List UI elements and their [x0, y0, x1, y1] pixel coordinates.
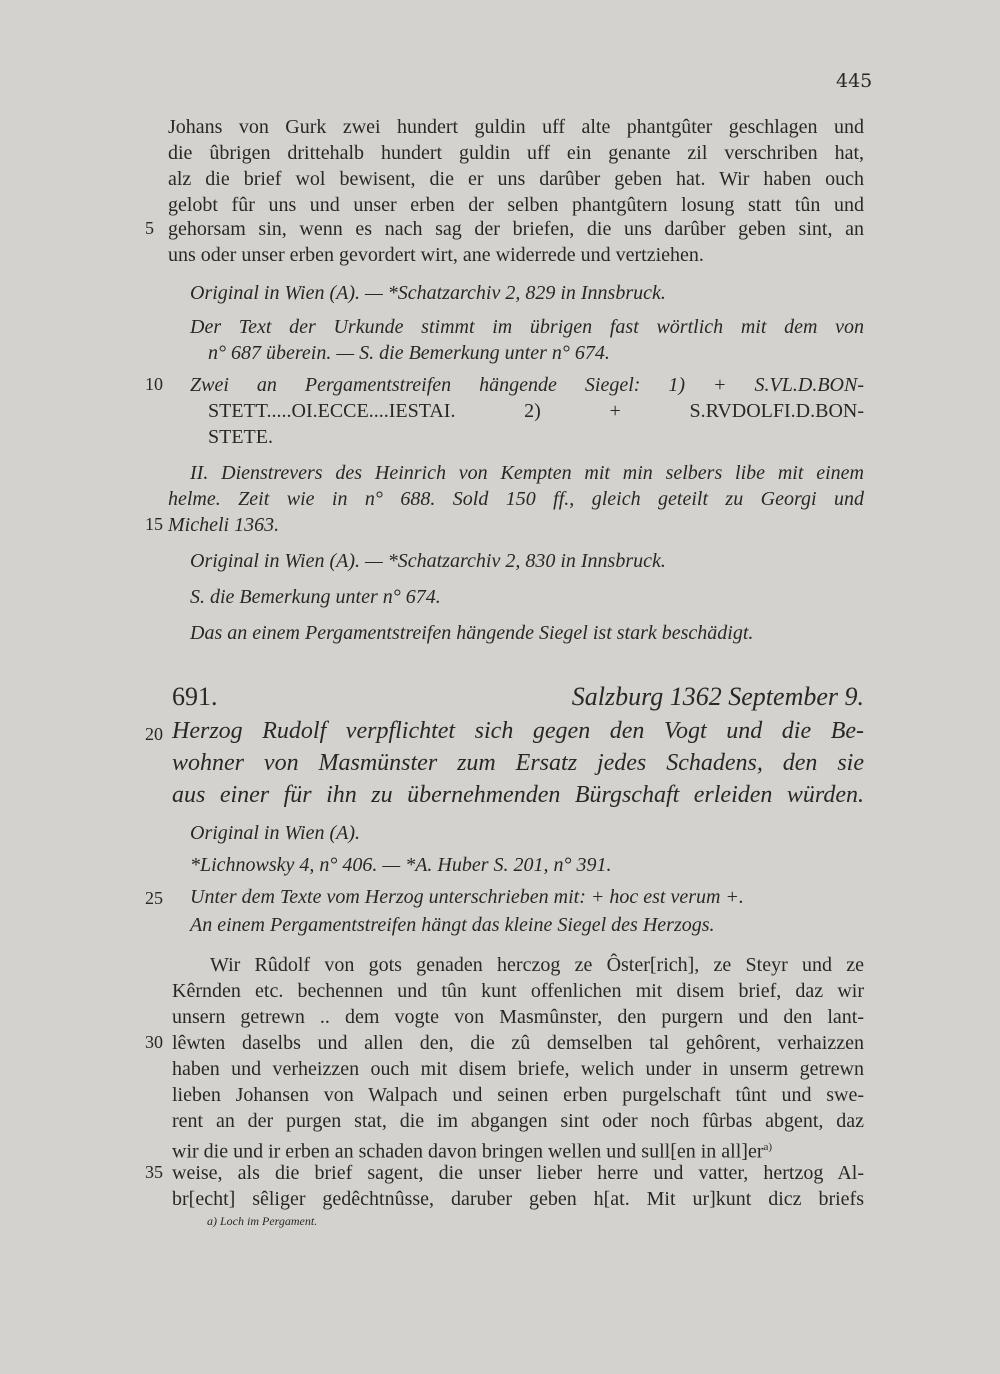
note-line: STETE.	[208, 426, 273, 448]
page-number: 445	[836, 70, 873, 92]
body-line: Kêrnden etc. bechennen und tûn kunt offenlichen mit disem brief, daz wir	[172, 980, 864, 1002]
note-line: STETT.....OI.ECCE....IESTAI. 2) + S.RVDOLFI.D.BON-	[208, 400, 864, 422]
text-line: gehorsam sin, wenn es nach sag der briefen, die uns darûber geben sint, an	[168, 218, 864, 240]
note-original: Original in Wien (A).	[190, 822, 360, 844]
line-number: 35	[145, 1162, 163, 1182]
footnote: a) Loch im Pergament.	[207, 1214, 318, 1228]
text-line: die ûbrigen drittehalb hundert guldin uff ein genante zil verschriben hat,	[168, 142, 864, 164]
line-number: 30	[145, 1032, 163, 1052]
note-line: n° 687 überein. — S. die Bemerkung unter n° 674.	[208, 342, 610, 364]
summary-line: Herzog Rudolf verpflichtet sich gegen den Vogt und die Be-	[172, 718, 864, 744]
text-line: helme. Zeit wie in n° 688. Sold 150 ff., gleich geteilt zu Georgi und	[168, 488, 864, 510]
body-line: lieben Johansen von Walpach und seinen erben purgelschaft tûnt und swe-	[172, 1084, 864, 1106]
body-line: br[echt] sêliger gedêchtnûsse, daruber geben h[at. Mit ur]kunt dicz briefs	[172, 1188, 864, 1210]
line-number: 10	[145, 374, 163, 394]
note-line: Unter dem Texte vom Herzog unterschrieben mit: + hoc est verum +.	[190, 886, 744, 908]
note-line: *Lichnowsky 4, n° 406. — *A. Huber S. 201, n° 391.	[190, 854, 612, 876]
text-line: II. Dienstrevers des Heinrich von Kempten mit min selbers libe mit einem	[190, 462, 864, 484]
document-date: Salzburg 1362 September 9.	[571, 682, 864, 711]
body-line-text: wir die und ir erben an schaden davon bringen wellen und sull[en in all]er	[172, 1140, 764, 1163]
summary-line: wohner von Masmünster zum Ersatz jedes Schadens, den sie	[172, 750, 864, 776]
note-ref: S. die Bemerkung unter n° 674.	[190, 586, 441, 608]
body-line: weise, als die brief sagent, die unser lieber herre und vatter, hertzog Al-	[172, 1162, 864, 1184]
text-line: uns oder unser erben gevordert wirt, ane widerrede und vertziehen.	[168, 244, 704, 266]
line-number: 5	[145, 218, 154, 238]
text-line: gelobt fûr uns und unser erben der selben phantgûtern losung statt tûn und	[168, 194, 864, 216]
footnote-marker: a)	[763, 1141, 773, 1153]
note-original: Original in Wien (A). — *Schatzarchiv 2, 830 in Innsbruck.	[190, 550, 666, 572]
body-line: lêwten daselbs und allen den, die zû demselben tal gehôrent, verhaizzen	[172, 1032, 864, 1054]
line-number: 15	[145, 514, 163, 534]
body-line: rent an der purgen stat, die im abgangen sint oder noch fûrbas abgent, daz	[172, 1110, 864, 1132]
note-original: Original in Wien (A). — *Schatzarchiv 2, 829 in Innsbruck.	[190, 282, 666, 304]
line-number: 20	[145, 724, 163, 744]
summary-line: aus einer für ihn zu übernehmenden Bürgschaft erleiden würden.	[172, 782, 864, 808]
text-line: Johans von Gurk zwei hundert guldin uff alte phantgûter geschlagen und	[168, 116, 864, 138]
note-line: Zwei an Pergamentstreifen hängende Siegel: 1) + S.VL.D.BON-	[190, 374, 864, 396]
text-line: alz die brief wol bewisent, die er uns darûber geben hat. Wir haben ouch	[168, 168, 864, 190]
note-line: Der Text der Urkunde stimmt im übrigen fast wörtlich mit dem von	[190, 316, 864, 338]
body-line: unsern getrewn .. dem vogte von Masmûnster, den purgern und den lant-	[172, 1006, 864, 1028]
note-line: An einem Pergamentstreifen hängt das kleine Siegel des Herzogs.	[190, 914, 715, 936]
body-line: Wir Rûdolf von gots genaden herczog ze Ôster[rich], ze Steyr und ze	[210, 954, 864, 976]
note-seal: Das an einem Pergamentstreifen hängende Siegel ist stark beschädigt.	[190, 622, 754, 644]
text-line: Micheli 1363.	[168, 514, 280, 536]
document-number: 691.	[172, 682, 218, 711]
body-line: haben und verheizzen ouch mit disem briefe, welich under in unserm getrewn	[172, 1058, 864, 1080]
line-number: 25	[145, 888, 163, 908]
